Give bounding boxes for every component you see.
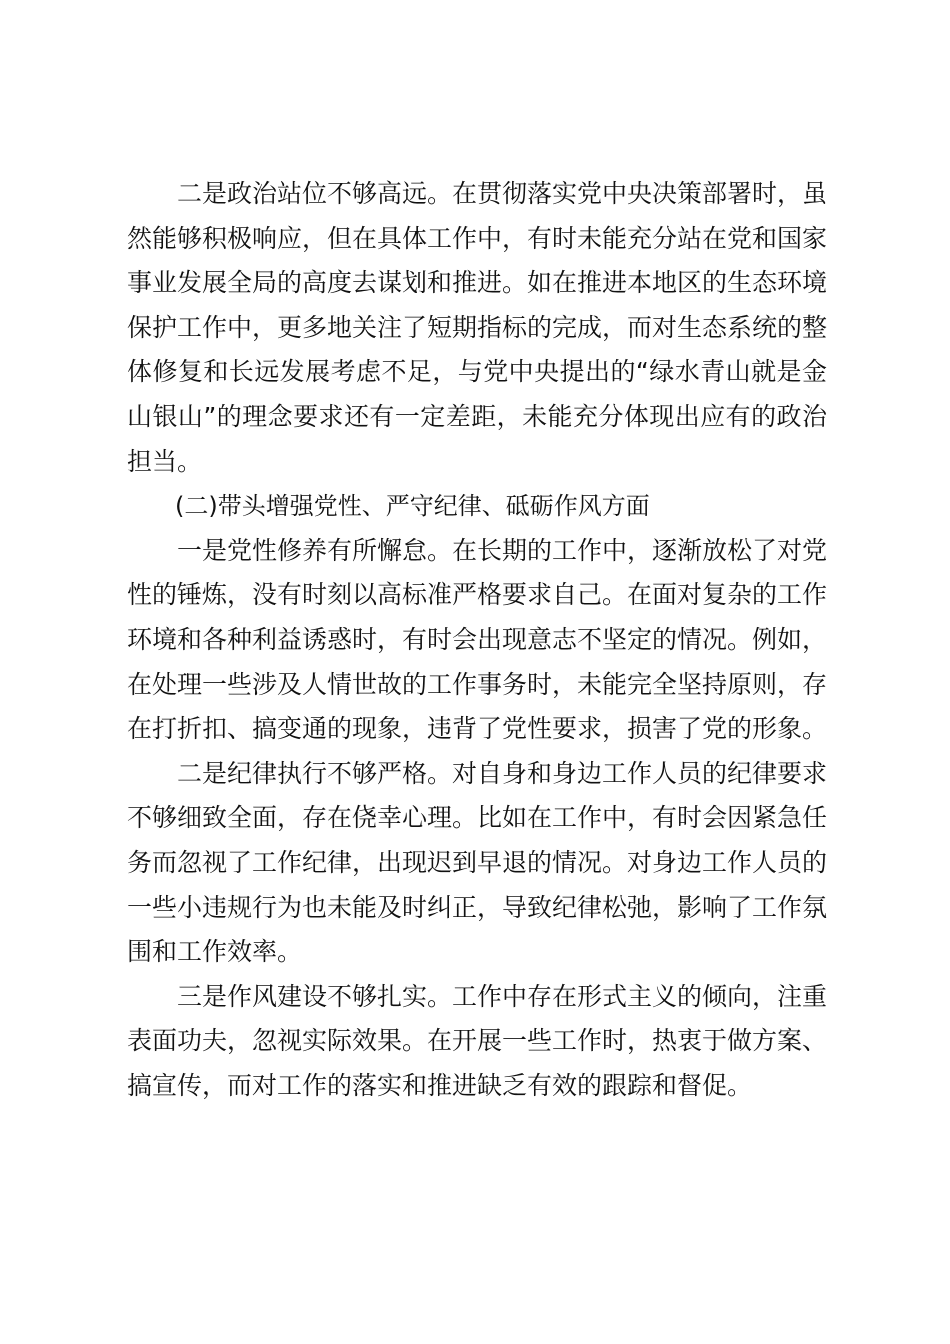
paragraph-work-style: 三是作风建设不够扎实。工作中存在形式主义的倾向，注重表面功夫，忽视实际效果。在开展一些工作时，热衷于做方案、搞宣传，而对工作的落实和推进缺乏有效的跟踪和督促。 bbox=[127, 981, 828, 1100]
document-body bbox=[127, 172, 827, 1108]
section-heading: (二)带头增强党性、严守纪律、砥砺作风方面 bbox=[175, 492, 650, 521]
paragraph-party-spirit: 一是党性修养有所懈怠。在长期的工作中，逐渐放松了对党性的锤炼，没有时刻以高标准严格要求自己。在面对复杂的工作环境和各种利益诱惑时，有时会出现意志不坚定的情况。例如，在处理一些涉及人情世故的工作事务时，未能完全坚持原则，存在打折扣、搞变通的现象，违背了党性要求，损害了党的形象。 bbox=[127, 535, 828, 744]
paragraph-political-stance: 二是政治站位不够高远。在贯彻落实党中央决策部署时，虽然能够积极响应，但在具体工作中，有时未能充分站在党和国家事业发展全局的高度去谋划和推进。如在推进本地区的生态环境保护工作中，更多地关注了短期指标的完成，而对生态系统的整体修复和长远发展考虑不足，与党中央提出的“绿水青山就是金山银山”的理念要求还有一定差距，未能充分体现出应有的政治担当。 bbox=[127, 179, 828, 476]
paragraph-discipline: 二是纪律执行不够严格。对自身和身边工作人员的纪律要求不够细致全面，存在侥幸心理。比如在工作中，有时会因紧急任务而忽视了工作纪律，出现迟到早退的情况。对身边工作人员的一些小违规行为也未能及时纠正，导致纪律松弛，影响了工作氛围和工作效率。 bbox=[127, 758, 828, 967]
